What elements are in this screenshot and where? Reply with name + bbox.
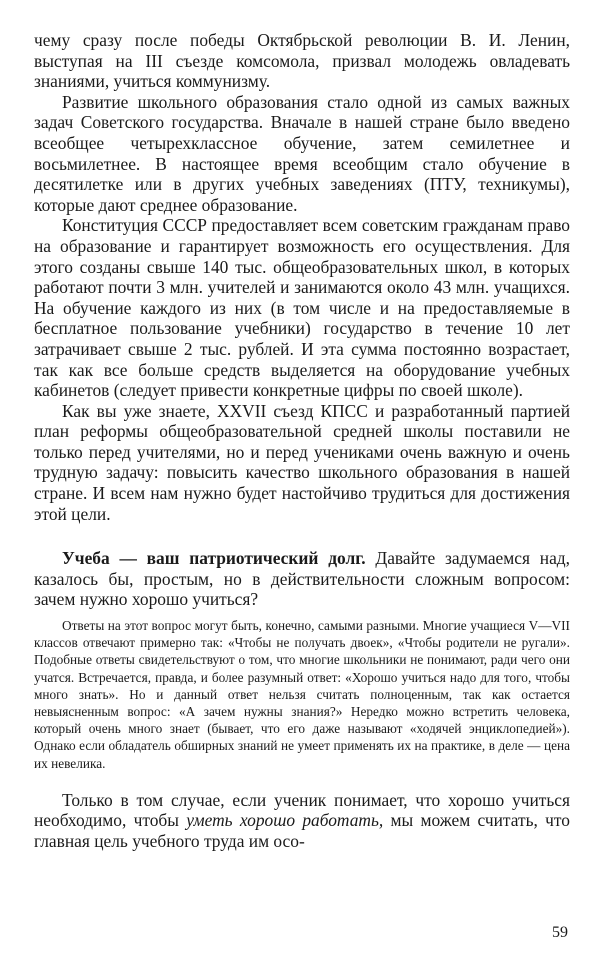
section-intro-text: Давайте задумаемся над, казалось бы, простым, но в действительности сложным вопросом: зачем нужно хорошо учиться? [34, 548, 570, 610]
paragraph-lenin: чему сразу после победы Октябрьской революции В. И. Ленин, выступая на III съезде комсомола, призвал молодежь овладевать знаниями, учиться коммунизму. [34, 30, 570, 92]
conclusion-emphasis: уметь хорошо работать, [186, 810, 384, 831]
section-heading: Учеба — ваш патриотический долг. [62, 548, 366, 569]
page-number: 59 [552, 924, 568, 941]
page-content [34, 30, 570, 852]
conclusion-text-end: мы можем считать, что главная цель учебного труда им осо- [34, 810, 570, 852]
paragraph-patriotic-duty [34, 548, 570, 610]
conclusion-text-start: Только в том случае, если ученик понимает, что хорошо учиться необходимо, чтобы [34, 789, 570, 831]
paragraph-school-development: Развитие школьного образования стало одной из самых важных задач Советского государства. Вначале в нашей стране было введено всеобщее четырехклассное обучение, затем семилетнее и восьмилетнее. В настоящее время всеобщим стало обучение в десятилетке или в других учебных заведениях (ПТУ, техникумы), которые дают среднее образование. [34, 91, 570, 215]
paragraph-congress: Как вы уже знаете, XXVII съезд КПСС и разработанный партией план реформы общеобразовательной средней школы поставили не только перед учителями, но и перед учениками очень важную и очень трудную задачу: повысить качество школьного образования в нашей стране. И всем нам нужно будет настойчиво трудиться для достижения этой цели. [34, 400, 570, 524]
paragraph-constitution: Конституция СССР предоставляет всем советским гражданам право на образование и гарантирует возможность его осуществления. Для этого созданы свыше 140 тыс. общеобразовательных школ, в которых работают почти 3 млн. учителей и занимаются около 43 млн. учащихся. На обучение каждого из них (в том числе и на предоставляемые в бесплатное пользование учебники) государство в течение 10 лет затрачивает свыше 2 тыс. рублей. И эта сумма постоянно возрастает, так как все больше средств выделяется на оборудование учебных кабинетов (следует привести конкретные цифры по своей школе). [34, 215, 570, 401]
paragraph-answers: Ответы на этот вопрос могут быть, конечно, самыми разными. Многие учащиеся V—VII классов отвечают примерно так: «Чтобы не получать двоек», «Чтобы родители не ругали». Подобные ответы свидетельствуют о том, что многие школьники не понимают, ради чего они учатся. Встречается, правда, и более разумный ответ: «Хорошо учиться надо для того, чтобы много знать». Но и данный ответ нельзя считать полноценным, так как остается невыясненным вопрос: «А зачем нужны знания?» Нередко можно встретить человека, который очень много знает (бывает, что его даже называют «ходячей энциклопедией»). Однако если обладатель обширных знаний не умеет применять их на практике, в деле — цена их невелика. [34, 618, 570, 771]
paragraph-conclusion [34, 790, 570, 852]
